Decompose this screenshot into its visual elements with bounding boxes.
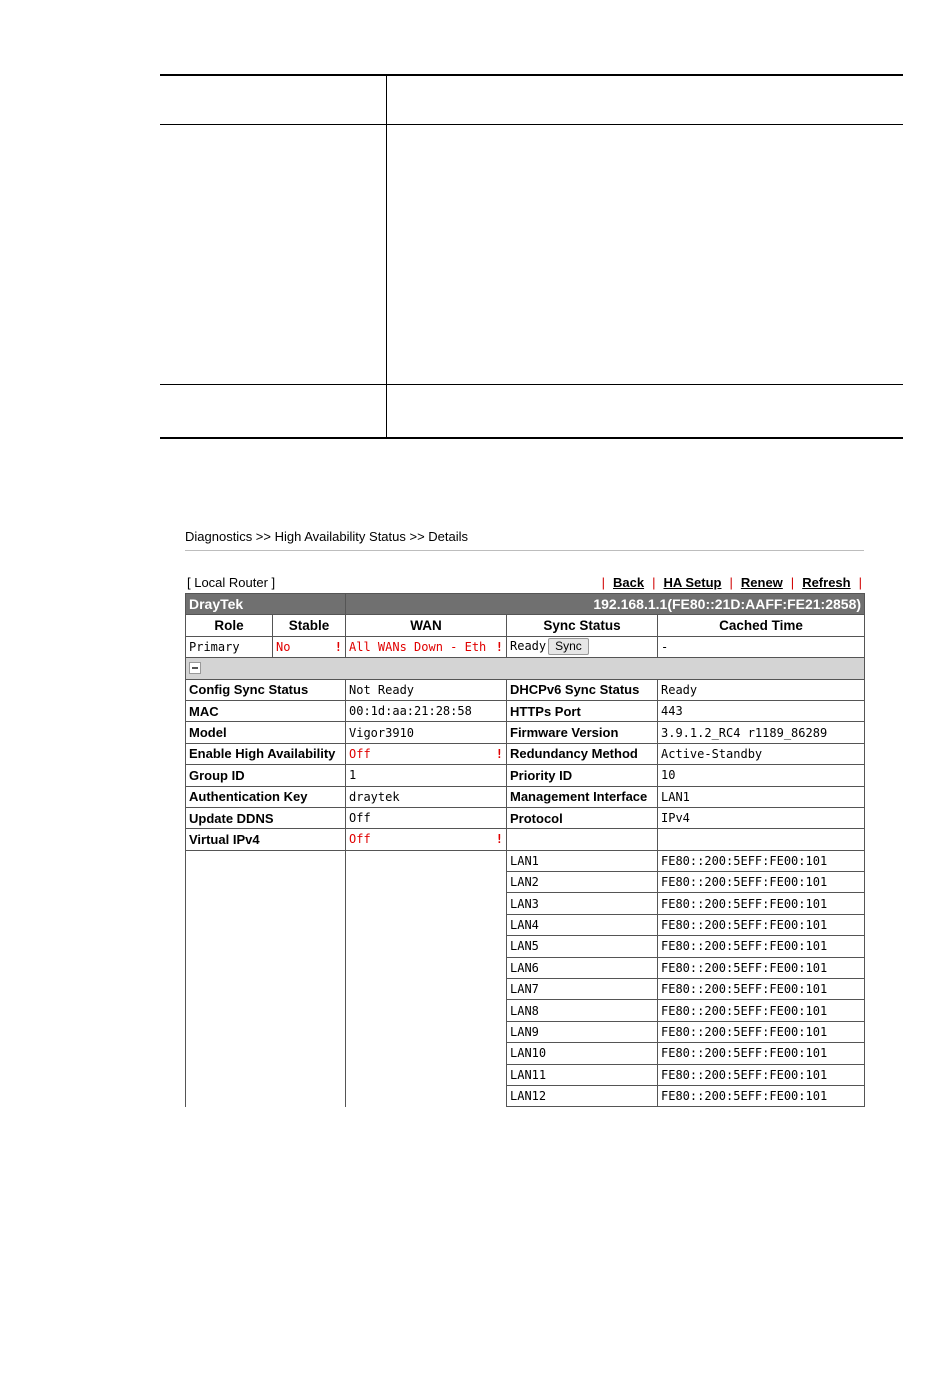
table-row-rule [160,384,903,385]
detail-value [658,829,865,850]
detail-label: Protocol [507,807,658,828]
lan-name: LAN4 [507,914,658,935]
lan-name: LAN11 [507,1064,658,1085]
lan-name: LAN10 [507,1043,658,1064]
sync-status-cell [507,636,658,657]
detail-value-cell [346,786,507,807]
detail-label: Update DDNS [186,807,346,828]
detail-value: Ready [658,679,865,700]
breadcrumb-divider [185,550,864,551]
detail-label: MAC [186,700,346,721]
ha-status-table [185,593,865,1107]
detail-label: Redundancy Method [507,743,658,764]
detail-value: Off [349,746,371,761]
detail-value: IPv4 [658,807,865,828]
detail-value: 1 [349,768,357,783]
link-separator: | [601,575,605,590]
detail-row [186,743,865,764]
lan-body [186,850,865,1107]
detail-value: Active-Standby [658,743,865,764]
lan-address: FE80::200:5EFF:FE00:101 [658,1085,865,1106]
lan-address: FE80::200:5EFF:FE00:101 [658,914,865,935]
detail-label: Firmware Version [507,722,658,743]
document-table [160,74,903,439]
detail-value: 10 [658,765,865,786]
role-value: Primary [186,636,273,657]
action-links [594,575,862,590]
brand-name: DrayTek [186,594,346,615]
blank-cell [346,850,507,1107]
lan-row [186,850,865,871]
lan-name: LAN2 [507,872,658,893]
detail-value: 00:1d:aa:21:28:58 [349,704,472,719]
column-stable: Stable [273,615,346,636]
cached-time-value: - [658,636,865,657]
detail-value-cell [346,679,507,700]
lan-address: FE80::200:5EFF:FE00:101 [658,872,865,893]
detail-row [186,829,865,850]
lan-address: FE80::200:5EFF:FE00:101 [658,1043,865,1064]
detail-row [186,722,865,743]
column-role: Role [186,615,273,636]
lan-address: FE80::200:5EFF:FE00:101 [658,1000,865,1021]
refresh-link[interactable]: Refresh [802,575,851,590]
wan-cell [346,636,507,657]
stable-cell [273,636,346,657]
detail-value-cell [346,700,507,721]
detail-value-cell [346,765,507,786]
lan-name: LAN7 [507,979,658,1000]
link-separator: | [652,575,656,590]
column-header-row [186,615,865,636]
detail-value: LAN1 [658,786,865,807]
detail-label: Enable High Availability [186,743,346,764]
details-toggle-row [186,658,865,679]
sync-button[interactable]: Sync [548,638,589,655]
wan-value: All WANs Down - Eth [349,639,487,654]
lan-address: FE80::200:5EFF:FE00:101 [658,1021,865,1042]
detail-row [186,700,865,721]
lan-name: LAN1 [507,850,658,871]
detail-label: Priority ID [507,765,658,786]
lan-name: LAN3 [507,893,658,914]
column-cached-time: Cached Time [658,615,865,636]
alert-icon: ! [495,639,503,654]
detail-label: HTTPs Port [507,700,658,721]
detail-value: Off [349,811,371,826]
detail-label: Virtual IPv4 [186,829,346,850]
table-top-rule [160,74,903,76]
link-separator: | [729,575,733,590]
detail-label: Model [186,722,346,743]
stable-value: No [276,639,291,654]
lan-address: FE80::200:5EFF:FE00:101 [658,893,865,914]
lan-name: LAN8 [507,1000,658,1021]
detail-value: 443 [658,700,865,721]
cropped-edge [185,1108,865,1120]
detail-label: Management Interface [507,786,658,807]
lan-address: FE80::200:5EFF:FE00:101 [658,936,865,957]
lan-address: FE80::200:5EFF:FE00:101 [658,979,865,1000]
back-link[interactable]: Back [613,575,645,590]
detail-row [186,679,865,700]
detail-label: Group ID [186,765,346,786]
lan-address: FE80::200:5EFF:FE00:101 [658,1064,865,1085]
link-separator: | [790,575,795,590]
detail-value: Not Ready [349,682,415,697]
detail-label: DHCPv6 Sync Status [507,679,658,700]
detail-value-cell [346,829,507,850]
table-header-row [186,594,865,615]
blank-cell [186,850,346,1107]
table-column-rule [386,74,387,439]
detail-row [186,786,865,807]
column-sync-status: Sync Status [507,615,658,636]
detail-value: draytek [349,789,400,804]
detail-value: 3.9.1.2_RC4 r1189_86289 [658,722,865,743]
table-bottom-rule [160,437,903,439]
table-row-rule [160,124,903,125]
sync-status-value: Ready [510,639,547,654]
detail-label: Config Sync Status [186,679,346,700]
detail-row [186,765,865,786]
details-body [186,679,865,850]
alert-icon: ! [495,746,503,761]
lan-name: LAN9 [507,1021,658,1042]
detail-row [186,807,865,828]
local-router-label: [ Local Router ] [187,575,276,590]
detail-value: Vigor3910 [349,725,415,740]
detail-value-cell [346,722,507,743]
summary-row [186,636,865,657]
detail-value-cell [346,743,507,764]
lan-address: FE80::200:5EFF:FE00:101 [658,850,865,871]
link-separator: | [858,575,862,590]
detail-value-cell [346,807,507,828]
detail-label: Authentication Key [186,786,346,807]
renew-link[interactable]: Renew [740,575,783,590]
router-address: 192.168.1.1(FE80::21D:AAFF:FE21:2858) [346,594,865,615]
lan-name: LAN6 [507,957,658,978]
lan-address: FE80::200:5EFF:FE00:101 [658,957,865,978]
detail-value: Off [349,832,371,847]
detail-label [507,829,658,850]
details-toggle-cell [186,658,865,679]
column-wan: WAN [346,615,507,636]
ha-setup-link[interactable]: HA Setup [663,575,722,590]
alert-icon: ! [334,639,342,654]
collapse-icon[interactable] [189,662,201,674]
alert-icon: ! [495,832,503,847]
lan-name: LAN5 [507,936,658,957]
lan-name: LAN12 [507,1085,658,1106]
breadcrumb: Diagnostics >> High Availability Status >> Details [185,529,469,544]
